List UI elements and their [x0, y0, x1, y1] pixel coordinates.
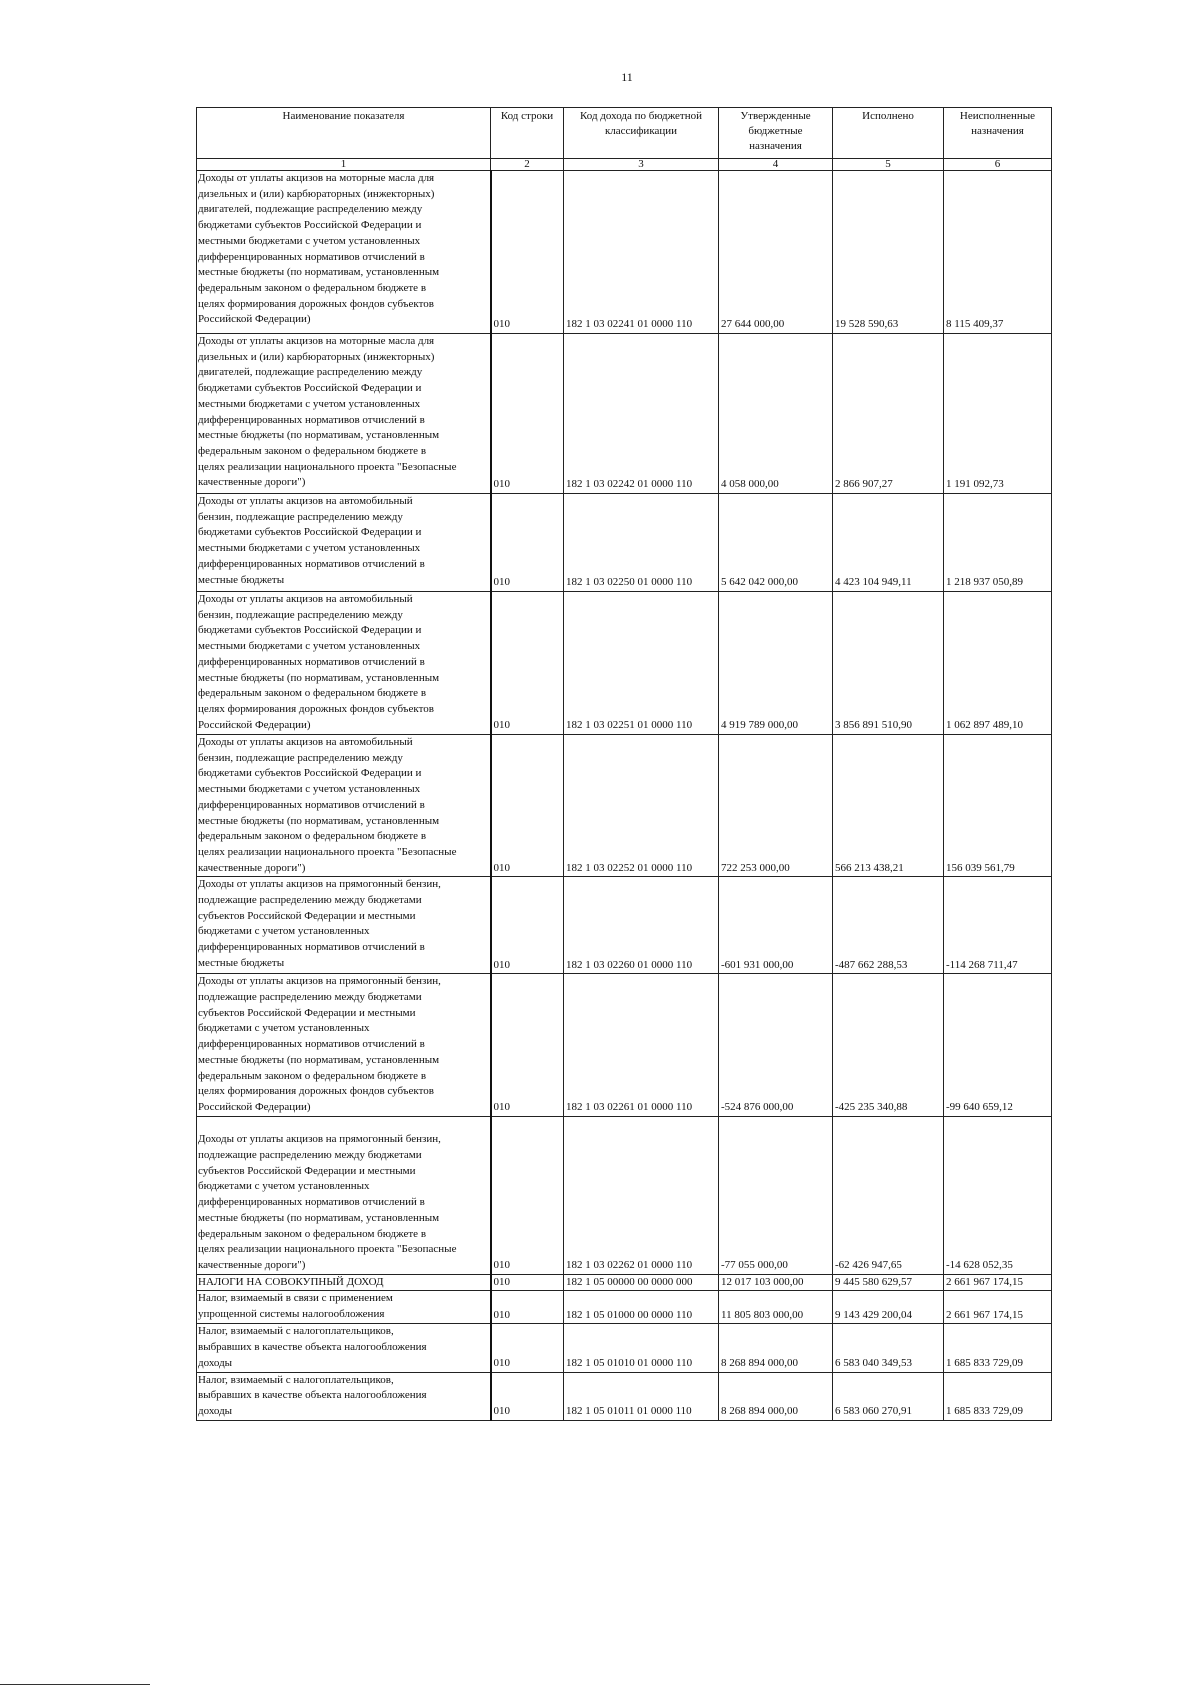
name-cell: Доходы от уплаты акцизов на автомобильный бензин, подлежащие распределению между бюджетами субъектов Российской Федерации и местными бюджетами с учетом установленных дифференцированных нормативов отчислений в местные бюджеты (по нормативам, установленным федеральным законом о федеральном бюджете в целях формирования дорожных фондов субъектов Российской Федерации) — [197, 592, 491, 735]
header-approved: Утвержденные бюджетные назначения — [719, 108, 833, 159]
table-row — [197, 1372, 1052, 1420]
income-code-cell: 182 1 03 02260 01 0000 110 — [564, 877, 719, 974]
line-code-cell: 010 — [491, 592, 564, 735]
approved-cell: 5 642 042 000,00 — [719, 494, 833, 592]
line-code-cell: 010 — [491, 1324, 564, 1372]
header-executed: Исполнено — [833, 108, 944, 159]
income-code-cell: 182 1 03 02261 01 0000 110 — [564, 974, 719, 1116]
line-code-cell: 010 — [491, 1116, 564, 1274]
executed-cell: 6 583 040 349,53 — [833, 1324, 944, 1372]
budget-revenue-table — [196, 107, 1052, 1421]
name-cell: Налог, взимаемый с налогоплательщиков, выбравших в качестве объекта налогообложения доходы — [197, 1372, 491, 1420]
footer-line — [0, 1684, 150, 1685]
executed-cell: -62 426 947,65 — [833, 1116, 944, 1274]
unexecuted-cell: 1 685 833 729,09 — [944, 1324, 1052, 1372]
executed-cell: 9 143 429 200,04 — [833, 1291, 944, 1324]
table-row — [197, 1116, 1052, 1274]
executed-cell: 19 528 590,63 — [833, 171, 944, 334]
income-code-cell: 182 1 05 01011 01 0000 110 — [564, 1372, 719, 1420]
unexecuted-cell: 1 685 833 729,09 — [944, 1372, 1052, 1420]
name-cell: Доходы от уплаты акцизов на автомобильный бензин, подлежащие распределению между бюджетами субъектов Российской Федерации и местными бюджетами с учетом установленных дифференцированных нормативов отчислений в местные бюджеты — [197, 494, 491, 592]
header-unexecuted: Неисполненные назначения — [944, 108, 1052, 159]
approved-cell: 8 268 894 000,00 — [719, 1324, 833, 1372]
header-line-code: Код строки — [491, 108, 564, 159]
line-code-cell: 010 — [491, 877, 564, 974]
income-code-cell: 182 1 03 02251 01 0000 110 — [564, 592, 719, 735]
executed-cell: 566 213 438,21 — [833, 735, 944, 877]
line-code-cell: 010 — [491, 334, 564, 494]
income-code-cell: 182 1 05 01010 01 0000 110 — [564, 1324, 719, 1372]
line-code-cell: 010 — [491, 1274, 564, 1291]
page-number: 11 — [621, 70, 633, 84]
column-number: 3 — [564, 159, 719, 171]
executed-cell: -487 662 288,53 — [833, 877, 944, 974]
approved-cell: 11 805 803 000,00 — [719, 1291, 833, 1324]
unexecuted-cell: -114 268 711,47 — [944, 877, 1052, 974]
unexecuted-cell: 2 661 967 174,15 — [944, 1291, 1052, 1324]
column-number: 5 — [833, 159, 944, 171]
table-row — [197, 1291, 1052, 1324]
executed-cell: 9 445 580 629,57 — [833, 1274, 944, 1291]
executed-cell: 4 423 104 949,11 — [833, 494, 944, 592]
name-cell: Доходы от уплаты акцизов на моторные масла для дизельных и (или) карбюраторных (инжекторных) двигателей, подлежащие распределению между бюджетами субъектов Российской Федерации и местными бюджетами с учетом установленных дифференцированных нормативов отчислений в местные бюджеты (по нормативам, установленным федеральным законом о федеральном бюджете в целях формирования дорожных фондов субъектов Российской Федерации) — [197, 171, 491, 334]
approved-cell: 4 058 000,00 — [719, 334, 833, 494]
column-number: 4 — [719, 159, 833, 171]
executed-cell: 2 866 907,27 — [833, 334, 944, 494]
income-code-cell: 182 1 05 00000 00 0000 000 — [564, 1274, 719, 1291]
income-code-cell: 182 1 03 02241 01 0000 110 — [564, 171, 719, 334]
unexecuted-cell: 2 661 967 174,15 — [944, 1274, 1052, 1291]
line-code-cell: 010 — [491, 735, 564, 877]
approved-cell: 4 919 789 000,00 — [719, 592, 833, 735]
income-code-cell: 182 1 03 02242 01 0000 110 — [564, 334, 719, 494]
unexecuted-cell: 156 039 561,79 — [944, 735, 1052, 877]
line-code-cell: 010 — [491, 171, 564, 334]
unexecuted-cell: -99 640 659,12 — [944, 974, 1052, 1116]
name-cell: НАЛОГИ НА СОВОКУПНЫЙ ДОХОД — [197, 1274, 491, 1291]
table-row — [197, 1274, 1052, 1291]
table-row — [197, 592, 1052, 735]
name-cell: Налог, взимаемый в связи с применением упрощенной системы налогообложения — [197, 1291, 491, 1324]
name-cell: Налог, взимаемый с налогоплательщиков, выбравших в качестве объекта налогообложения доходы — [197, 1324, 491, 1372]
table-row — [197, 974, 1052, 1116]
name-cell: Доходы от уплаты акцизов на автомобильный бензин, подлежащие распределению между бюджетами субъектов Российской Федерации и местными бюджетами с учетом установленных дифференцированных нормативов отчислений в местные бюджеты (по нормативам, установленным федеральным законом о федеральном бюджете в целях реализации национального проекта "Безопасные качественные дороги") — [197, 735, 491, 877]
table-row — [197, 171, 1052, 334]
name-cell: Доходы от уплаты акцизов на прямогонный бензин, подлежащие распределению между бюджетами субъектов Российской Федерации и местными бюджетами с учетом установленных дифференцированных нормативов отчислений в местные бюджеты (по нормативам, установленным федеральным законом о федеральном бюджете в целях формирования дорожных фондов субъектов Российской Федерации) — [197, 974, 491, 1116]
line-code-cell: 010 — [491, 494, 564, 592]
unexecuted-cell: 1 218 937 050,89 — [944, 494, 1052, 592]
column-number: 1 — [197, 159, 491, 171]
column-numbers-row — [197, 159, 1052, 171]
table-row — [197, 735, 1052, 877]
table-row — [197, 1324, 1052, 1372]
approved-cell: -77 055 000,00 — [719, 1116, 833, 1274]
column-number: 2 — [491, 159, 564, 171]
header-name: Наименование показателя — [197, 108, 491, 159]
executed-cell: 6 583 060 270,91 — [833, 1372, 944, 1420]
unexecuted-cell: 8 115 409,37 — [944, 171, 1052, 334]
line-code-cell: 010 — [491, 974, 564, 1116]
line-code-cell: 010 — [491, 1372, 564, 1420]
approved-cell: -524 876 000,00 — [719, 974, 833, 1116]
income-code-cell: 182 1 03 02252 01 0000 110 — [564, 735, 719, 877]
table-row — [197, 334, 1052, 494]
approved-cell: 12 017 103 000,00 — [719, 1274, 833, 1291]
executed-cell: 3 856 891 510,90 — [833, 592, 944, 735]
income-code-cell: 182 1 05 01000 00 0000 110 — [564, 1291, 719, 1324]
approved-cell: -601 931 000,00 — [719, 877, 833, 974]
unexecuted-cell: -14 628 052,35 — [944, 1116, 1052, 1274]
executed-cell: -425 235 340,88 — [833, 974, 944, 1116]
table-row — [197, 877, 1052, 974]
income-code-cell: 182 1 03 02250 01 0000 110 — [564, 494, 719, 592]
header-row — [197, 108, 1052, 159]
approved-cell: 27 644 000,00 — [719, 171, 833, 334]
name-cell: Доходы от уплаты акцизов на моторные масла для дизельных и (или) карбюраторных (инжекторных) двигателей, подлежащие распределению между бюджетами субъектов Российской Федерации и местными бюджетами с учетом установленных дифференцированных нормативов отчислений в местные бюджеты (по нормативам, установленным федеральным законом о федеральном бюджете в целях реализации национального проекта "Безопасные качественные дороги") — [197, 334, 491, 494]
column-number: 6 — [944, 159, 1052, 171]
income-code-cell: 182 1 03 02262 01 0000 110 — [564, 1116, 719, 1274]
line-code-cell: 010 — [491, 1291, 564, 1324]
approved-cell: 8 268 894 000,00 — [719, 1372, 833, 1420]
table-row — [197, 494, 1052, 592]
approved-cell: 722 253 000,00 — [719, 735, 833, 877]
unexecuted-cell: 1 062 897 489,10 — [944, 592, 1052, 735]
unexecuted-cell: 1 191 092,73 — [944, 334, 1052, 494]
header-income-code: Код дохода по бюджетной классификации — [564, 108, 719, 159]
name-cell: Доходы от уплаты акцизов на прямогонный бензин, подлежащие распределению между бюджетами субъектов Российской Федерации и местными бюджетами с учетом установленных дифференцированных нормативов отчислений в местные бюджеты (по нормативам, установленным федеральным законом о федеральном бюджете в целях реализации национального проекта "Безопасные качественные дороги") — [197, 1116, 491, 1274]
name-cell: Доходы от уплаты акцизов на прямогонный бензин, подлежащие распределению между бюджетами субъектов Российской Федерации и местными бюджетами с учетом установленных дифференцированных нормативов отчислений в местные бюджеты — [197, 877, 491, 974]
